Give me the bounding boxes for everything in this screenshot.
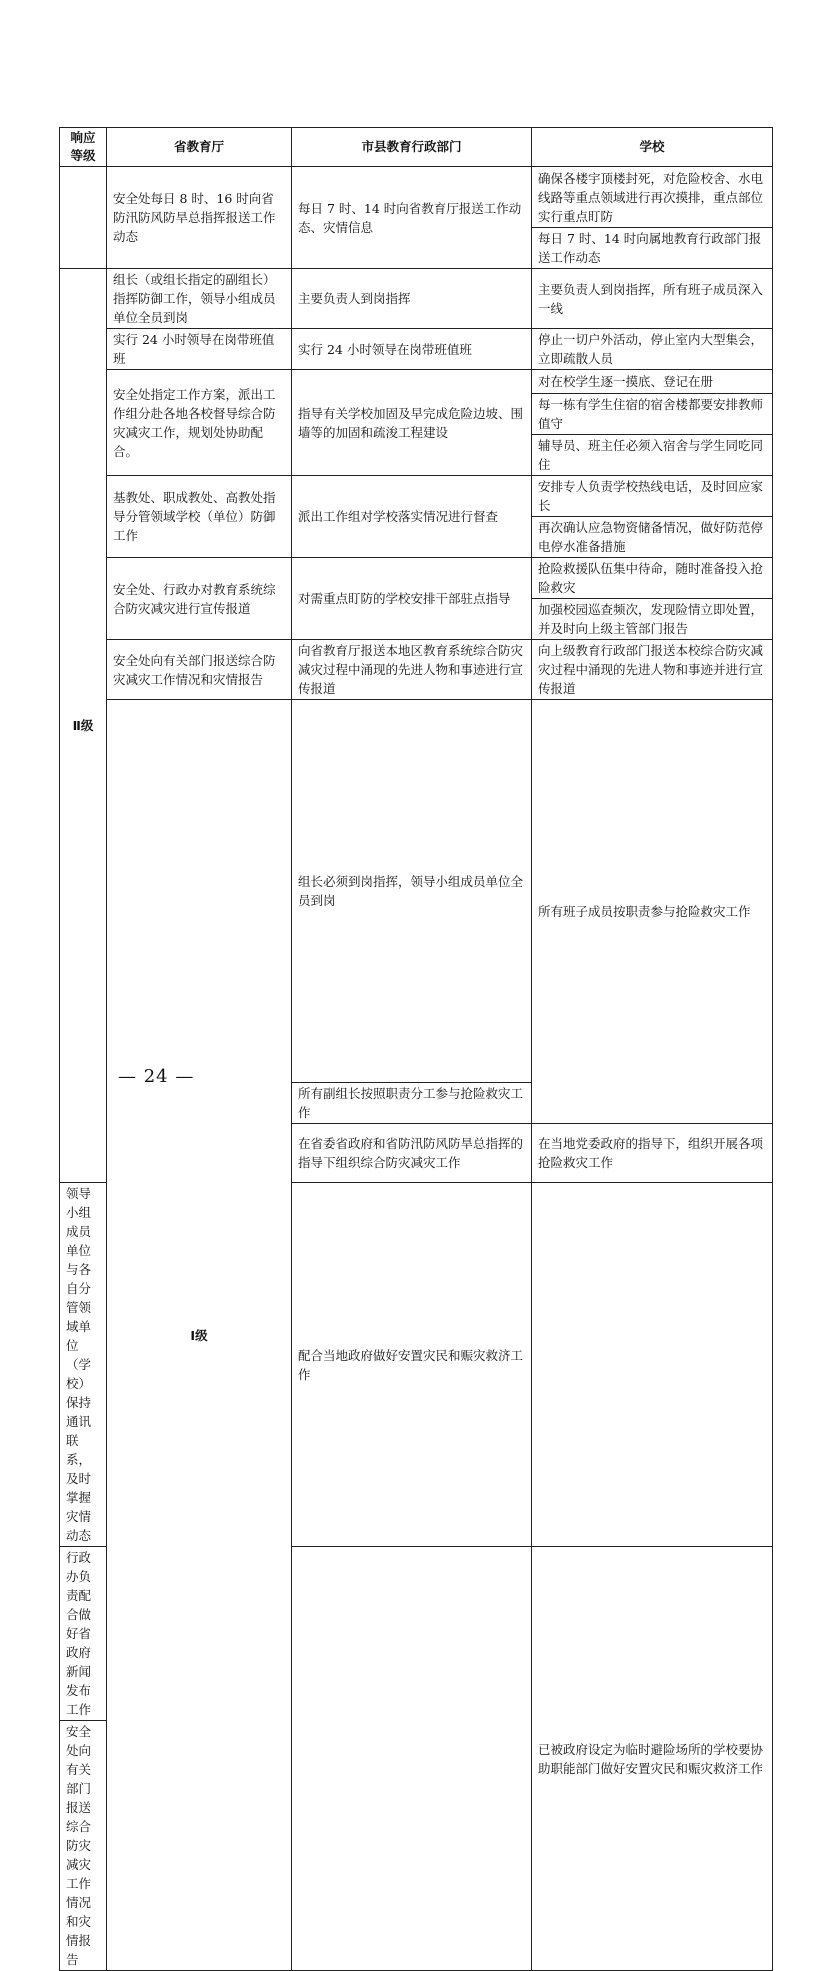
header-provincial-education-dept: 省教育厅 [107,128,292,167]
city-cell-empty [292,1547,532,1971]
table-row [60,700,773,1083]
school-cell: 辅导员、班主任必须入宿舍与学生同吃同住 [532,435,773,476]
province-cell: 实行 24 小时领导在岗带班值班 [107,329,292,370]
province-cell: 基教处、职成教处、高教处指导分管领域学校（单位）防御工作 [107,476,292,558]
level-ii-label: Ⅱ级 [60,269,107,1183]
province-cell: 领导小组成员单位与各自分管领域单位（学校）保持通讯联系，及时掌握灾情动态 [60,1183,107,1547]
province-cell: 安全处每日 8 时、16 时向省防汛防风防旱总指挥报送工作动态 [107,167,292,269]
city-cell: 配合当地政府做好安置灾民和赈灾救济工作 [292,1183,532,1547]
city-cell: 每日 7 时、14 时向省教育厅报送工作动态、灾情信息 [292,167,532,269]
table-row [60,269,773,329]
city-cell: 向省教育厅报送本地区教育系统综合防灾减灾过程中涌现的先进人物和事迹进行宣传报道 [292,640,532,700]
province-cell: 安全处指定工作方案，派出工作组分赴各地各校督导综合防灾减灾工作，规划处协助配合。 [107,370,292,476]
city-cell: 派出工作组对学校落实情况进行督查 [292,476,532,558]
province-cell: 安全处向有关部门报送综合防灾减灾工作情况和灾情报告 [107,640,292,700]
school-cell: 对在校学生逐一摸底、登记在册 [532,370,773,394]
level-i-label: Ⅰ级 [107,700,292,1971]
header-school: 学校 [532,128,773,167]
table-row [60,167,773,228]
table-row [60,370,773,394]
response-level-table [59,127,773,1971]
table-row [60,476,773,517]
table-row [60,329,773,370]
city-cell: 所有班子成员按职责参与抢险救灾工作 [532,700,773,1124]
province-cell: 安全处向有关部门报送综合防灾减灾工作情况和灾情报告 [60,1721,107,1971]
province-cell: 行政办负责配合做好省政府新闻发布工作 [60,1547,107,1721]
table-row [60,558,773,599]
city-cell: 对需重点盯防的学校安排干部驻点指导 [292,558,532,640]
city-cell: 指导有关学校加固及早完成危险边坡、围墙等的加固和疏浚工程建设 [292,370,532,476]
table-header-row [60,128,773,167]
province-cell: 安全处、行政办对教育系统综合防灾减灾进行宣传报道 [107,558,292,640]
school-cell: 主要负责人到岗指挥，所有班子成员深入一线 [532,269,773,329]
school-cell: 停止一切户外活动，停止室内大型集会，立即疏散人员 [532,329,773,370]
province-cell: 组长必须到岗指挥，领导小组成员单位全员到岗 [292,700,532,1083]
city-cell: 在当地党委政府的指导下，组织开展各项抢险救灾工作 [532,1124,773,1183]
province-cell: 所有副组长按照职责分工参与抢险救灾工作 [292,1083,532,1124]
province-cell: 在省委省政府和省防汛防风防旱总指挥的指导下组织综合防灾减灾工作 [292,1124,532,1183]
school-cell: 加强校园巡查频次，发现险情立即处置，并及时向上级主管部门报告 [532,599,773,640]
header-response-level: 响应等级 [60,128,107,167]
school-cell: 已被政府设定为临时避险场所的学校要协助职能部门做好安置灾民和赈灾救济工作 [532,1547,773,1971]
school-cell: 再次确认应急物资储备情况，做好防范停电停水准备措施 [532,517,773,558]
school-cell: 每日 7 时、14 时向属地教育行政部门报送工作动态 [532,228,773,269]
city-cell: 实行 24 小时领导在岗带班值班 [292,329,532,370]
header-city-county-education-dept: 市县教育行政部门 [292,128,532,167]
school-cell: 向上级教育行政部门报送本校综合防灾减灾过程中涌现的先进人物和事迹并进行宣传报道 [532,640,773,700]
province-cell: 组长（或组长指定的副组长）指挥防御工作，领导小组成员单位全员到岗 [107,269,292,329]
table-row [60,640,773,700]
school-cell: 抢险救援队伍集中待命，随时准备投入抢险救灾 [532,558,773,599]
school-cell: 每一栋有学生住宿的宿舍楼都要安排教师值守 [532,394,773,435]
school-cell: 安排专人负责学校热线电话，及时回应家长 [532,476,773,517]
school-cell: 确保各楼宇顶楼封死，对危险校舍、水电线路等重点领域进行再次摸排，重点部位实行重点盯防 [532,167,773,228]
city-cell: 主要负责人到岗指挥 [292,269,532,329]
page-number: — 24 — [118,1066,195,1087]
level-cell-blank [60,167,107,269]
